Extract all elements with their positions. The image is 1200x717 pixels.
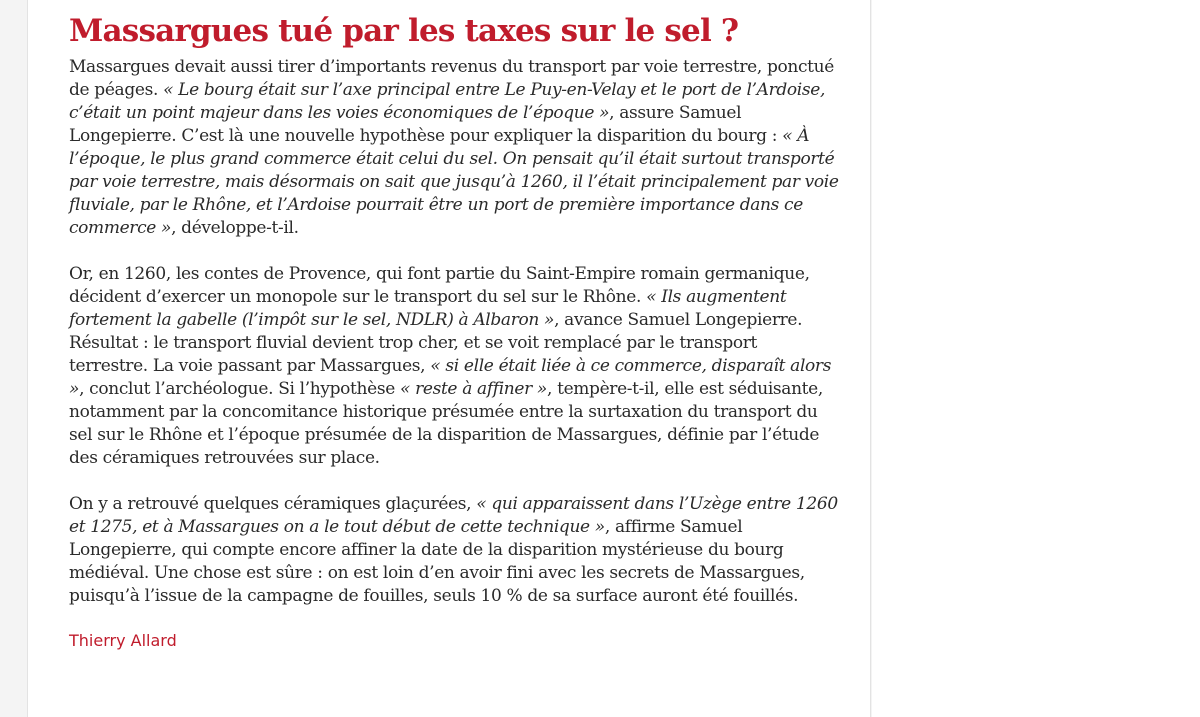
author-name[interactable]: Thierry Allard <box>69 631 177 650</box>
paragraph-text: , assure Samuel Longepierre. C’est là une nouvelle hypothèse pour expliquer la disparition du bourg : <box>69 103 783 146</box>
paragraph-text: , développe-t-il. <box>171 218 299 238</box>
article-paragraph <box>69 263 839 470</box>
article-section-heading: Massargues tué par les taxes sur le sel ? <box>69 13 739 49</box>
right-sidebar <box>872 0 1200 717</box>
article-body <box>69 56 839 608</box>
paragraph-text: , tempère-t-il, elle est séduisante, notamment par la concomitance historique présumée entre la surtaxation du transport du sel sur le Rhône et l’époque présumée de la disparition de Massargues, définie par l’étude des céramiques retrouvées sur place. <box>69 379 823 468</box>
article-paragraph <box>69 56 839 240</box>
quote-text: « reste à affiner » <box>399 379 547 399</box>
paragraph-text: On y a retrouvé quelques céramiques glaçurées, <box>69 494 477 514</box>
quote-text: « qui apparaissent dans l’Uzège entre 1260 et 1275, et à Massargues on a le tout début de cette technique » <box>69 494 838 537</box>
quote-text: « Le bourg était sur l’axe principal entre Le Puy-en-Velay et le port de l’Ardoise, c’était un point majeur dans les voies économiques de l’époque » <box>69 80 825 123</box>
quote-text: « Ils augmentent fortement la gabelle (l’impôt sur le sel, NDLR) à Albaron » <box>69 287 787 330</box>
paragraph-text: , avance Samuel Longepierre. Résultat : le transport fluvial devient trop cher, et se voit remplacé par le transport terrestre. La voie passant par Massargues, <box>69 310 803 376</box>
quote-text: « À l’époque, le plus grand commerce était celui du sel. On pensait qu’il était surtout transporté par voie terrestre, mais désormais on sait que jusqu’à 1260, il l’était principalement par voie fluviale, par le Rhône, et l’Ardoise pourrait être un port de première importance dans ce commerce » <box>69 126 839 238</box>
quote-text: « si elle était liée à ce commerce, disparaît alors » <box>69 356 832 399</box>
paragraph-text: Massargues devait aussi tirer d’importants revenus du transport par voie terrestre, ponctué de péages. <box>69 57 834 100</box>
paragraph-text: , affirme Samuel Longepierre, qui compte encore affiner la date de la disparition mystérieuse du bourg médiéval. Une chose est sûre : on est loin d’en avoir fini avec les secrets de Massargues, puisqu’à l’issue de la campagne de fouilles, seuls 10 % de sa surface auront été fouillés. <box>69 517 805 606</box>
article-card <box>27 0 871 717</box>
paragraph-text: , conclut l’archéologue. Si l’hypothèse <box>79 379 400 399</box>
article-paragraph <box>69 493 839 608</box>
article-content <box>69 0 839 651</box>
paragraph-text: Or, en 1260, les contes de Provence, qui font partie du Saint-Empire romain germanique, décident d’exercer un monopole sur le transport du sel sur le Rhône. <box>69 264 810 307</box>
